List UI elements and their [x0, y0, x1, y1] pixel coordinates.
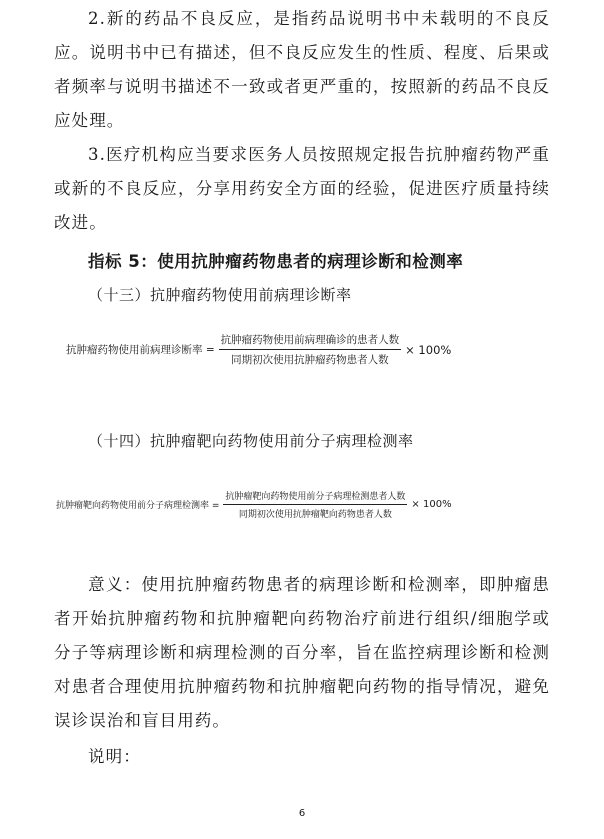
formula-fraction: [219, 332, 402, 367]
paragraph-meaning: 意义：使用抗肿瘤药物患者的病理诊断和检测率，即肿瘤患者开始抗肿瘤药物和抗肿瘤靶向药物治疗前进行组织/细胞学或分子等病理诊断和病理检测的百分率，旨在监控病理诊断和检测对患者合理使用抗肿瘤药物和抗肿瘤靶向药物的指导情况，避免误诊误治和盲目用药。: [54, 575, 550, 730]
formula-numerator: 抗肿瘤靶向药物使用前分子病理检测患者人数: [223, 489, 407, 505]
page-number: 6: [298, 808, 306, 819]
formula-multiplier: × 100%: [411, 499, 452, 510]
paragraph-note-label: 说明：: [88, 747, 141, 766]
formula-denominator: 同期初次使用抗肿瘤靶向药物患者人数: [238, 510, 392, 520]
formula-pathology-diagnosis-rate: [66, 332, 451, 367]
paragraph-reporting-requirement: 3.医疗机构应当要求医务人员按照规定报告抗肿瘤药物严重或新的不良反应，分享用药安全方面的经验，促进医疗质量持续改进。: [54, 145, 550, 232]
paragraph-new-adverse-reaction: 2.新的药品不良反应，是指药品说明书中未载明的不良反应。说明书中已有描述，但不良反应发生的性质、程度、后果或者频率与说明书描述不一致或者更严重的，按照新的药品不良反应处理。: [54, 9, 550, 130]
formula-multiplier: × 100%: [405, 342, 452, 357]
section-13-title: （十三）抗肿瘤药物使用前病理诊断率: [88, 286, 352, 304]
formula-denominator: 同期初次使用抗肿瘤药物患者人数: [231, 354, 389, 366]
formula-fraction: [223, 489, 407, 520]
formula-lhs: 抗肿瘤靶向药物使用前分子病理检测率 =: [56, 501, 220, 511]
formula-numerator: 抗肿瘤药物使用前病理确诊的患者人数: [219, 332, 402, 350]
indicator-heading: 指标 5：使用抗肿瘤药物患者的病理诊断和检测率: [88, 252, 464, 271]
formula-lhs: 抗肿瘤药物使用前病理诊断率 =: [66, 344, 215, 356]
section-14-title: （十四）抗肿瘤靶向药物使用前分子病理检测率: [88, 432, 414, 450]
formula-molecular-testing-rate: [56, 489, 452, 520]
